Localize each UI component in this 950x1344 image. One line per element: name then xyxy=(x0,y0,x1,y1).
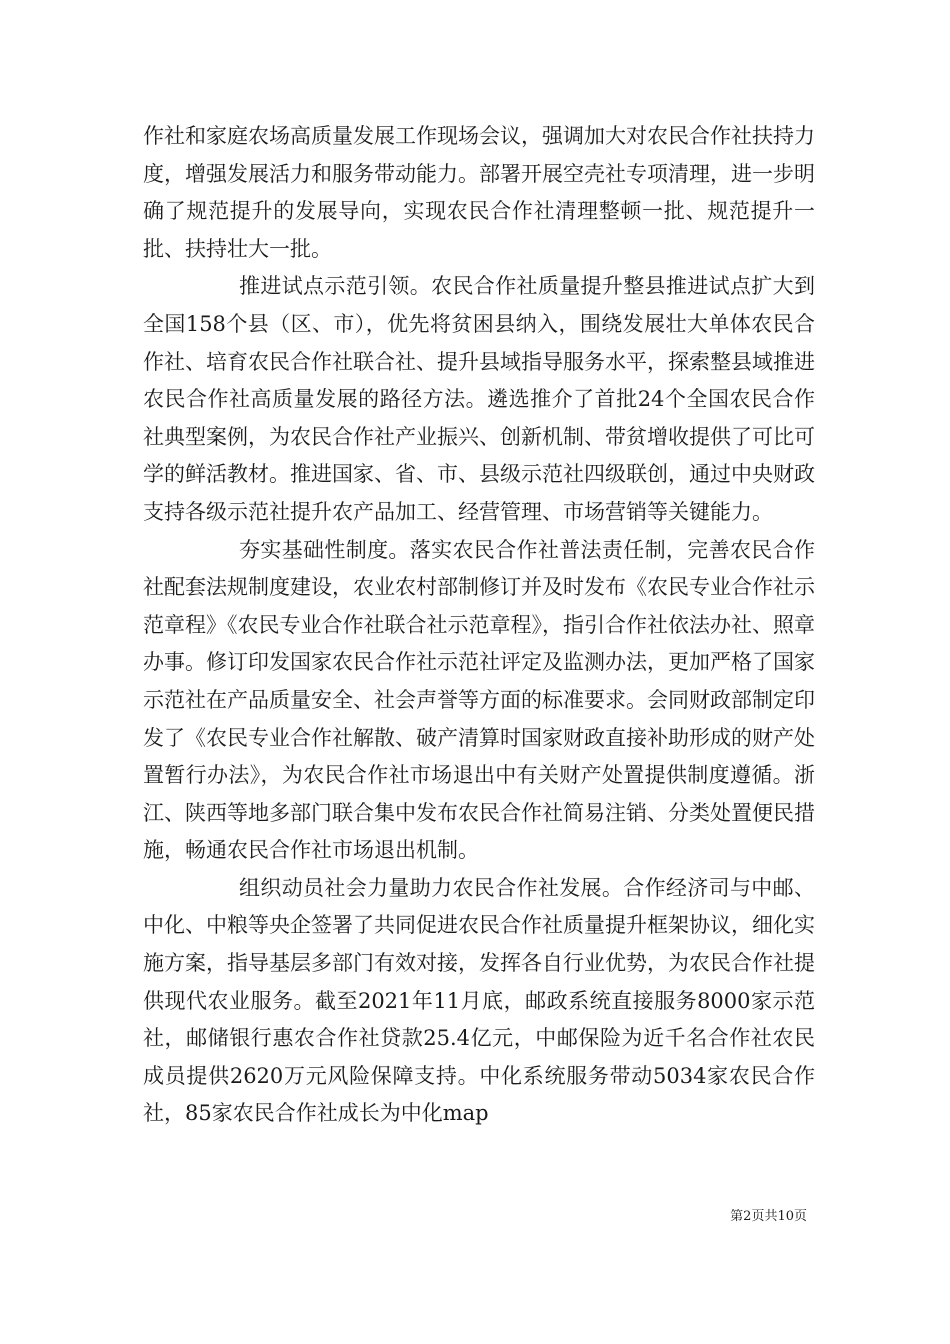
paragraph-social-forces: 组织动员社会力量助力农民合作社发展。合作经济司与中邮、中化、中粮等央企签署了共同促进农民合作社质量提升框架协议，细化实施方案，指导基层多部门有效对接，发挥各自行业优势，为农民合作社提供现代农业服务。截至2021年11月底，邮政系统直接服务8000家示范社，邮储银行惠农合作社贷款25.4亿元，中邮保险为近千名合作社农民成员提供2620万元风险保障支持。中化系统服务带动5034家农民合作社，85家农民合作社成长为中化map xyxy=(143,875,815,1126)
document-body xyxy=(143,118,815,1133)
paragraph-basic-system: 夯实基础性制度。落实农民合作社普法责任制，完善农民合作社配套法规制度建设，农业农村部制修订并及时发布《农民专业合作社示范章程》《农民专业合作社联合社示范章程》，指引合作社依法办社、照章办事。修订印发国家农民合作社示范社评定及监测办法，更加严格了国家示范社在产品质量安全、社会声誉等方面的标准要求。会同财政部制定印发了《农民专业合作社解散、破产清算时国家财政直接补助形成的财产处置暂行办法》，为农民合作社市场退出中有关财产处置提供制度遵循。浙江、陕西等地多部门联合集中发布农民合作社简易注销、分类处置便民措施，畅通农民合作社市场退出机制。 xyxy=(143,537,815,863)
page-number-footer: 第2页共10页 xyxy=(730,1209,807,1224)
paragraph-pilot-demonstration: 推进试点示范引领。农民合作社质量提升整县推进试点扩大到全国158个县（区、市），优先将贫困县纳入，围绕发展壮大单体农民合作社、培育农民合作社联合社、提升县域指导服务水平，探索整县域推进农民合作社高质量发展的路径方法。遴选推介了首批24个全国农民合作社典型案例，为农民合作社产业振兴、创新机制、带贫增收提供了可比可学的鲜活教材。推进国家、省、市、县级示范社四级联创，通过中央财政支持各级示范社提升农产品加工、经营管理、市场营销等关键能力。 xyxy=(143,274,815,524)
paragraph-continuation: 作社和家庭农场高质量发展工作现场会议，强调加大对农民合作社扶持力度，增强发展活力和服务带动能力。部署开展空壳社专项清理，进一步明确了规范提升的发展导向，实现农民合作社清理整顿一批、规范提升一批、扶持壮大一批。 xyxy=(143,124,815,261)
